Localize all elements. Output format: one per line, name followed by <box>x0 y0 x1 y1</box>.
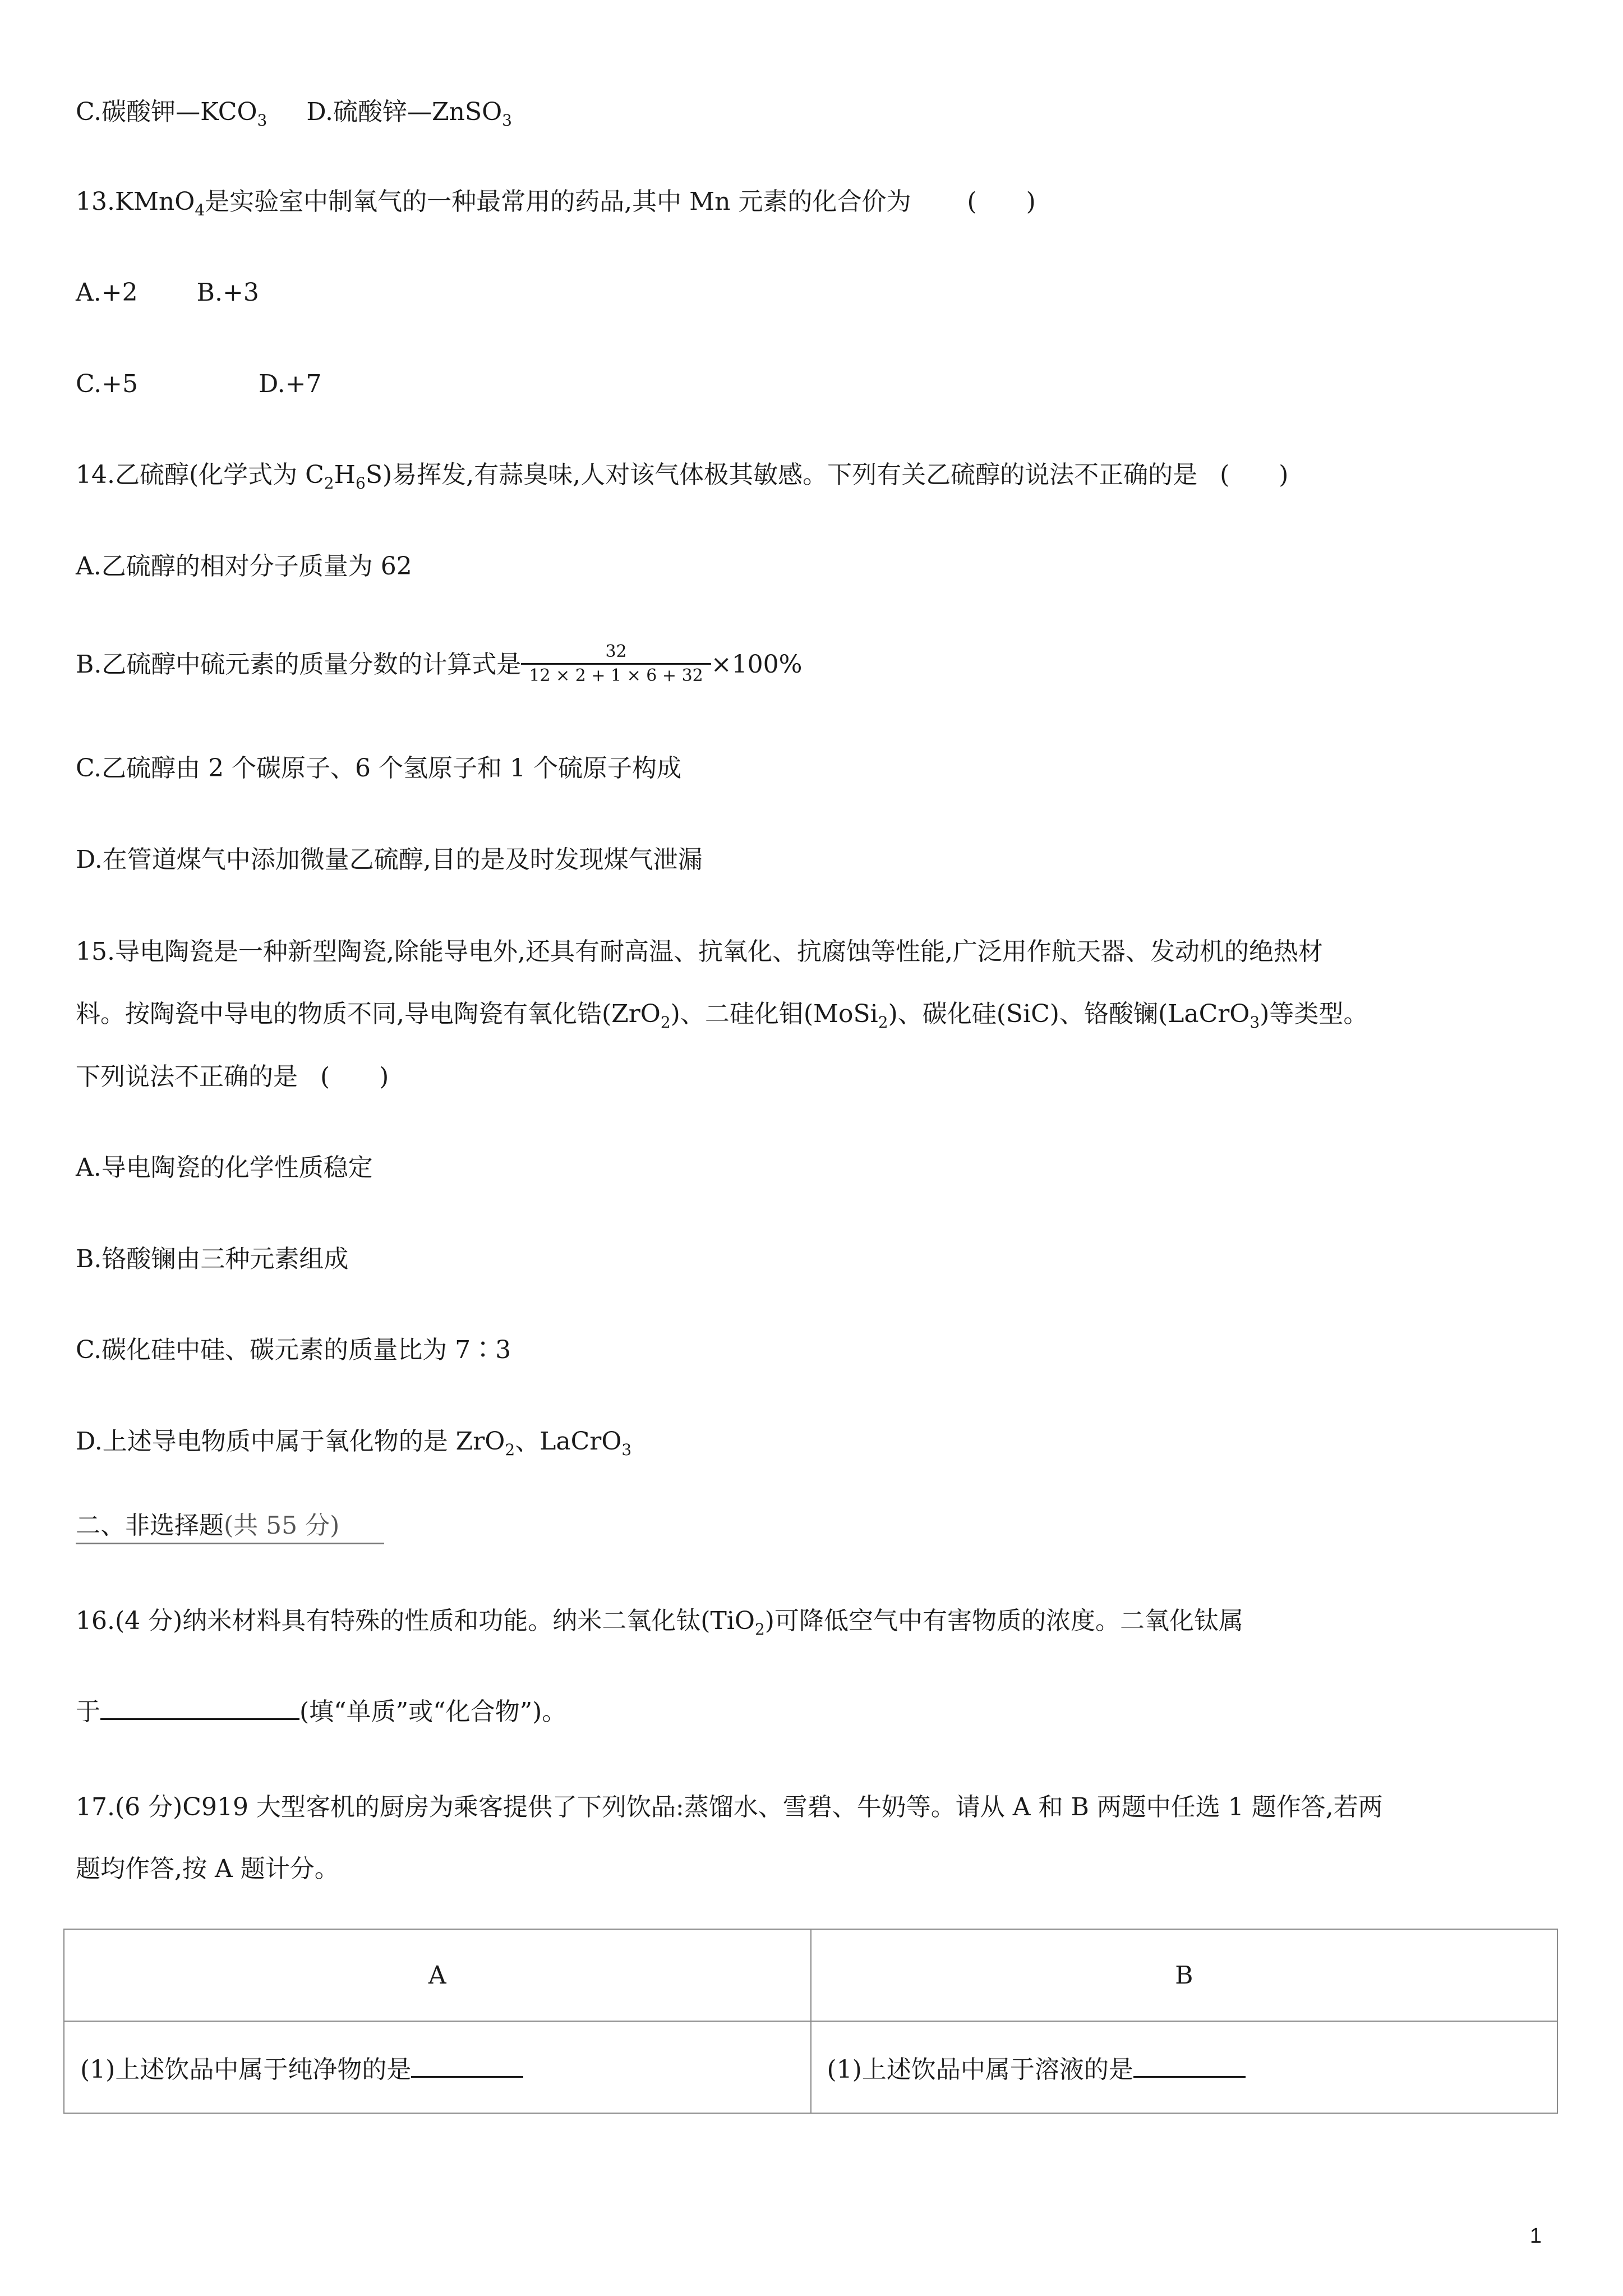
table-header-a: A <box>64 1929 811 2021</box>
q14-option-c: C.乙硫醇由 2 个碳原子、6 个氢原子和 1 个硫原子构成 <box>76 754 681 783</box>
q12-option-c: C.碳酸钾$—KCO_3$ <box>76 98 268 130</box>
section-heading: 二、非选择题(共 55 分) <box>76 1509 384 1544</box>
q16-stem-line2: 于 (填“单质”或“化合物”)。 <box>76 1695 1547 1729</box>
q17-answer-table <box>63 1929 1558 2114</box>
page-number: 1 <box>1529 2224 1542 2248</box>
answer-paren: ( ) <box>320 1062 389 1091</box>
q15-option-b: B.铬酸镧由三种元素组成 <box>76 1245 349 1273</box>
q15-stem-line2: 料。按陶瓷中导电的物质不同,导电陶瓷有氧化锆(ZrO$_2$)、二硅化钼(MoSi$_2$)、碳化硅(SiC)、铬酸镧(LaCrO$_3$)等类型。 <box>76 1000 1368 1032</box>
q14-option-a: A.乙硫醇的相对分子质量为 62 <box>76 552 412 581</box>
q17-stem-line1: 17.(6 分)C919 大型客机的厨房为乘客提供了下列饮品:蒸馏水、雪碧、牛奶等。请从 A 和 B 两题中任选 1 题作答,若两 <box>76 1793 1383 1821</box>
mass-fraction-formula: $\frac{32}{12 \times 2 + 1 \times 6 + 32}$ <box>521 641 711 687</box>
answer-blank[interactable] <box>1133 2054 1246 2078</box>
q13-option-b: B.+3 <box>196 278 259 307</box>
q13-option-d: D.+7 <box>258 370 322 398</box>
q12-option-d: D.硫酸锌—ZnSO$_3$ <box>306 98 512 130</box>
q14-stem: 14.乙硫醇(化学式为 $C_2H_6S$)易挥发,有蒜臭味,人对该气体极其敏感。下列有关乙硫醇的说法不正确的是 ( ) <box>76 458 1547 492</box>
q17-stem-line2: 题均作答,按 A 题计分。 <box>76 1855 339 1883</box>
table-header-b: B <box>811 1929 1558 2021</box>
table-cell-b: (1)上述饮品中属于溶液的是 <box>811 2021 1558 2113</box>
table-cell-a: (1)上述饮品中属于纯净物的是 <box>64 2021 811 2113</box>
q15-option-d: D.上述导电物质中属于氧化物的是 ZrO$_2$、LaCrO$_3$ <box>76 1427 632 1459</box>
answer-paren: ( ) <box>1220 461 1289 489</box>
q13-stem: 13.KMnO$_4$是实验室中制氧气的一种最常用的药品,其中 Mn 元素的化合价为 ( ) <box>76 185 1547 219</box>
q15-stem-line3: 下列说法不正确的是 ( ) <box>76 1060 1547 1094</box>
q13-options-cd <box>76 367 1547 401</box>
table-header-row <box>64 1929 1557 2021</box>
q13-options-ab <box>76 276 1547 310</box>
answer-blank[interactable] <box>411 2054 523 2078</box>
q15-option-c: C.碳化硅中硅、碳元素的质量比为 7∶3 <box>76 1336 511 1364</box>
q13-option-c: C.+5 <box>76 370 138 398</box>
answer-blank[interactable] <box>100 1696 299 1720</box>
answer-paren: ( ) <box>967 187 1036 216</box>
q15-stem-line1: 15.导电陶瓷是一种新型陶瓷,除能导电外,还具有耐高温、抗氧化、抗腐蚀等性能,广泛用作航天器、发动机的绝热材 <box>76 937 1323 966</box>
q14-option-b: B.乙硫醇中硫元素的质量分数的计算式是 $\frac{32}{12 \times 2 + 1 \times 6 + 32}$ ×100% <box>76 639 1547 690</box>
table-row <box>64 2021 1557 2113</box>
q12-options-cd <box>76 95 1547 129</box>
q16-stem-line1: 16.(4 分)纳米材料具有特殊的性质和功能。纳米二氧化钛(TiO$_2$)可降低空气中有害物质的浓度。二氧化钛属 <box>76 1607 1243 1639</box>
q13-option-a: A.+2 <box>76 278 138 307</box>
q15-option-a: A.导电陶瓷的化学性质稳定 <box>76 1153 373 1182</box>
q14-option-d: D.在管道煤气中添加微量乙硫醇,目的是及时发现煤气泄漏 <box>76 845 703 874</box>
